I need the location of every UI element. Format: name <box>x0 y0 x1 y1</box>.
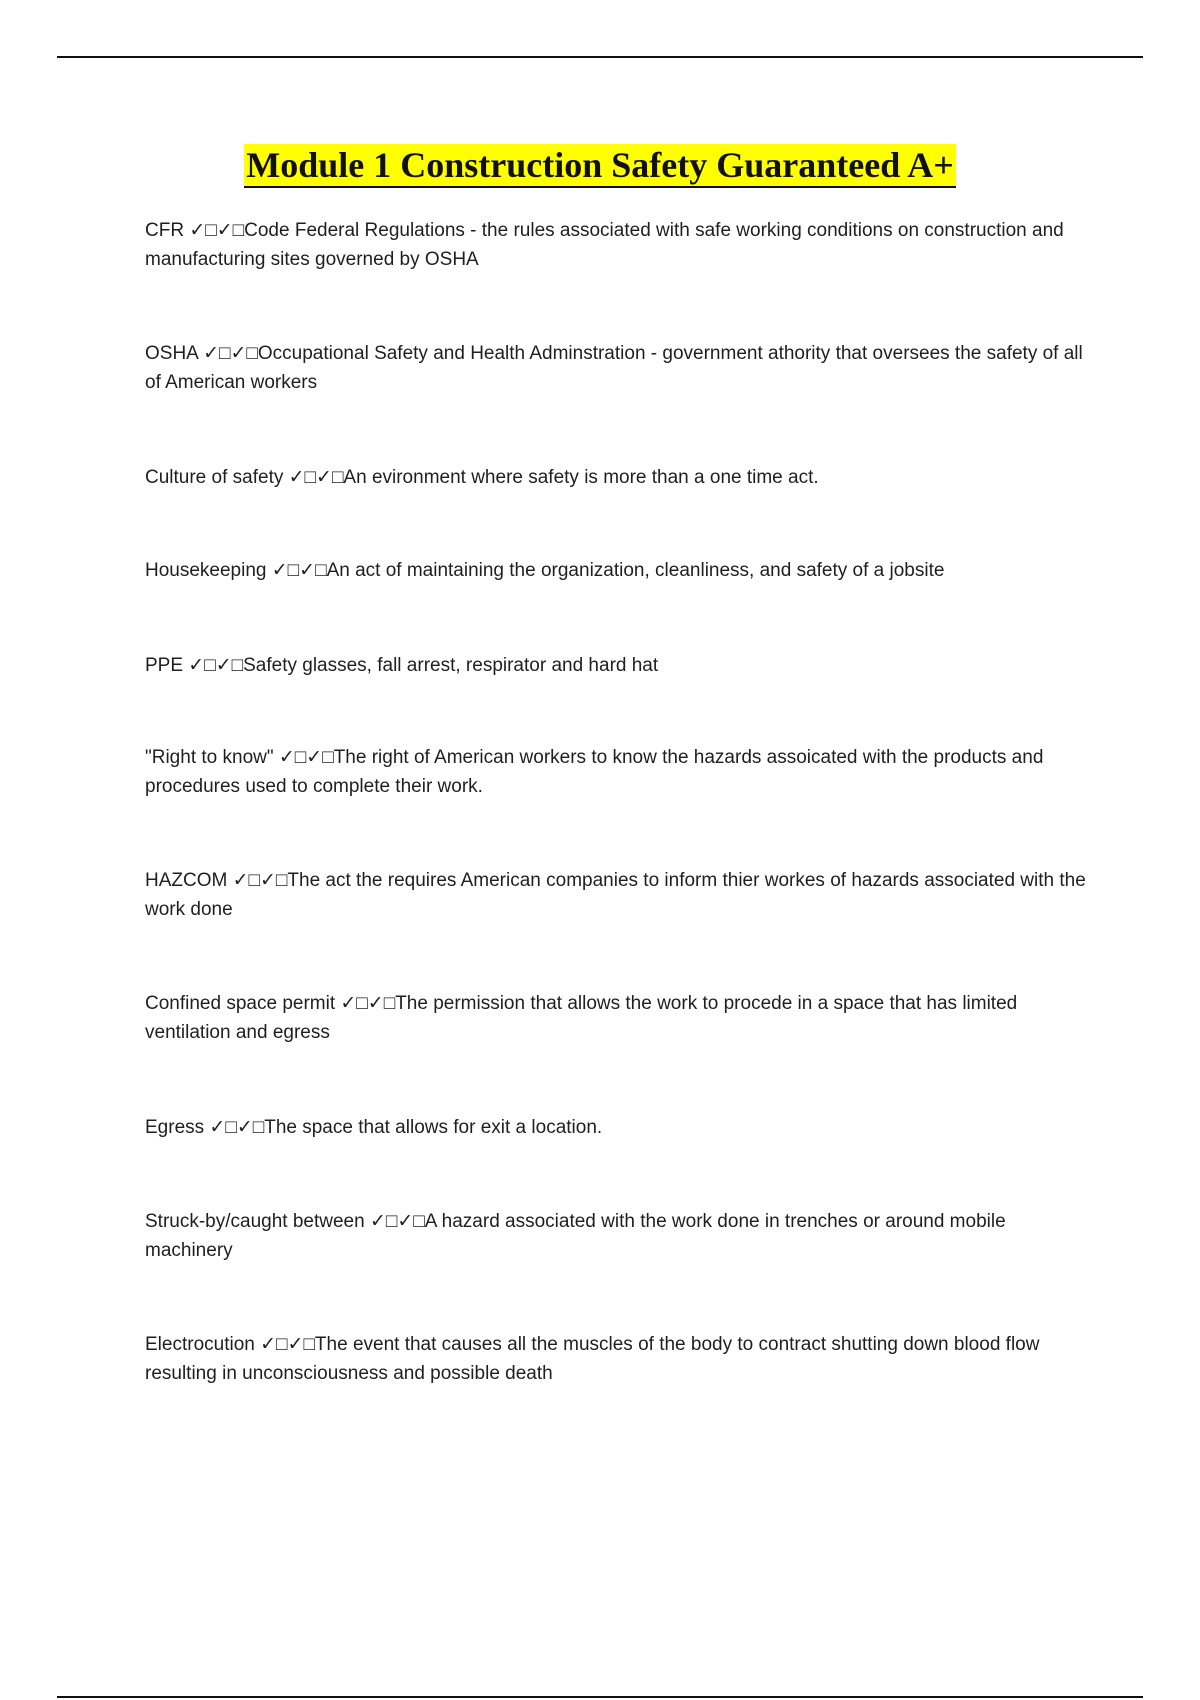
page-title: Module 1 Construction Safety Guaranteed A+ <box>244 144 956 188</box>
entry-definition: Occupational Safety and Health Adminstration - government athority that oversees the safety of all of American workers <box>145 343 1083 393</box>
entry-definition: A hazard associated with the work done in trenches or around mobile machinery <box>145 1211 1006 1261</box>
entry-definition: The space that allows for exit a location. <box>264 1117 603 1138</box>
check-separator: ✓□✓□ <box>197 343 258 364</box>
entry-struck-by-caught-between <box>145 1207 1095 1265</box>
entry-term: OSHA <box>145 343 198 364</box>
check-separator: ✓□✓□ <box>183 655 244 676</box>
entry-housekeeping <box>145 556 1095 585</box>
check-separator: ✓□✓□ <box>227 870 288 891</box>
entry-definition: An act of maintaining the organization, cleanliness, and safety of a jobsite <box>326 560 945 581</box>
entry-confined-space-permit <box>145 989 1095 1047</box>
entry-term: PPE <box>145 655 184 676</box>
entry-ppe <box>145 651 1095 680</box>
check-separator: ✓□✓□ <box>184 220 245 241</box>
entry-term: Confined space permit <box>145 993 336 1014</box>
entry-definition: The permission that allows the work to procede in a space that has limited ventilation and egress <box>145 993 1018 1043</box>
entry-term: HAZCOM <box>145 870 228 891</box>
entry-definition: An evironment where safety is more than a one time act. <box>343 467 819 488</box>
check-separator: ✓□✓□ <box>283 467 344 488</box>
entry-term: "Right to know" <box>145 747 274 768</box>
entry-definition: Code Federal Regulations - the rules associated with safe working conditions on construction and manufacturing sites governed by OSHA <box>145 220 1064 270</box>
entry-term: Electrocution <box>145 1334 255 1355</box>
entry-term: Culture of safety <box>145 467 284 488</box>
entry-term: Egress <box>145 1117 205 1138</box>
check-separator: ✓□✓□ <box>273 747 334 768</box>
bottom-rule <box>57 1696 1143 1698</box>
entry-egress <box>145 1113 1095 1142</box>
entry-culture-of-safety <box>145 463 1095 492</box>
check-separator: ✓□✓□ <box>204 1117 265 1138</box>
check-separator: ✓□✓□ <box>266 560 327 581</box>
entry-hazcom <box>145 866 1095 924</box>
entry-osha <box>145 339 1095 397</box>
entry-right-to-know <box>145 743 1095 801</box>
check-separator: ✓□✓□ <box>254 1334 315 1355</box>
entry-term: Struck-by/caught between <box>145 1211 365 1232</box>
check-separator: ✓□✓□ <box>335 993 396 1014</box>
check-separator: ✓□✓□ <box>364 1211 425 1232</box>
entry-term: Housekeeping <box>145 560 267 581</box>
title-container <box>0 144 1200 188</box>
entry-definition: The act the requires American companies to inform thier workes of hazards associated with the work done <box>145 870 1086 920</box>
entry-cfr <box>145 216 1095 274</box>
entry-definition: Safety glasses, fall arrest, respirator and hard hat <box>243 655 659 676</box>
entry-electrocution <box>145 1330 1095 1388</box>
entry-definition: The right of American workers to know the hazards assoicated with the products and procedures used to complete their work. <box>145 747 1044 797</box>
entry-term: CFR <box>145 220 185 241</box>
top-rule <box>57 56 1143 58</box>
entry-definition: The event that causes all the muscles of the body to contract shutting down blood flow resulting in unconsciousness and possible death <box>145 1334 1040 1384</box>
